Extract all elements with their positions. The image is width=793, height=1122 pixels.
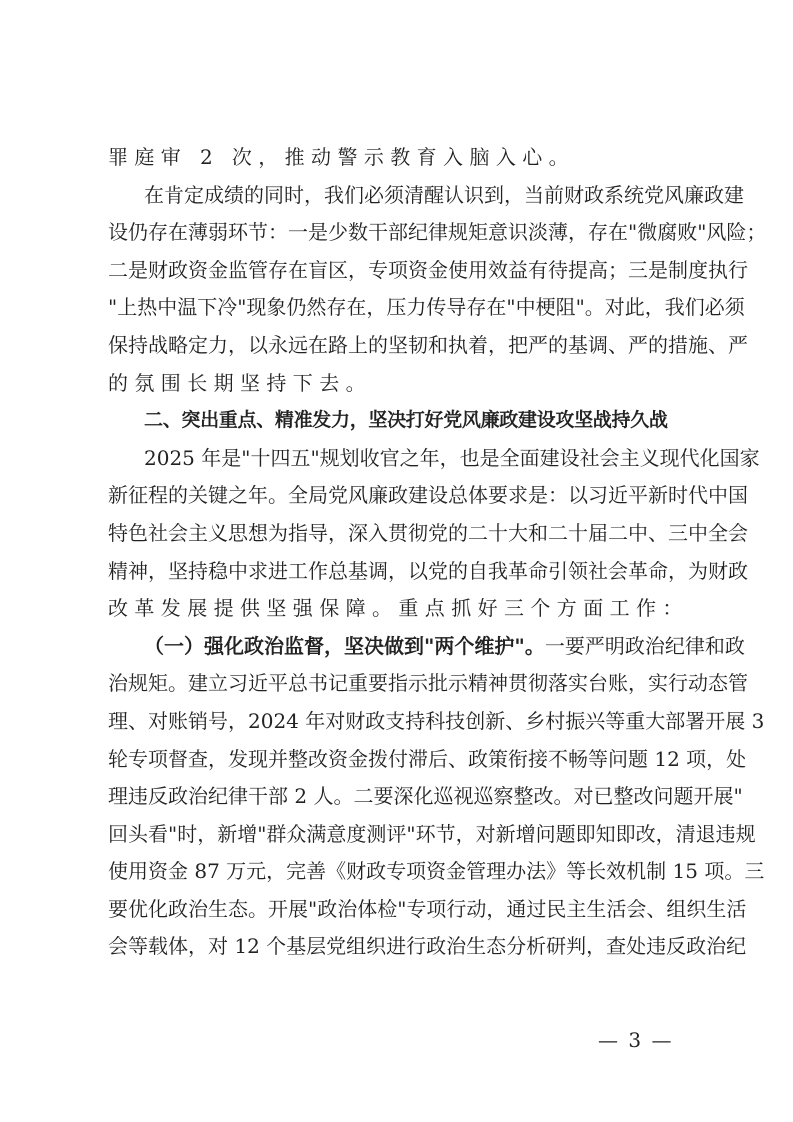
text-line: 要优化政治生态。开展"政治体检"专项行动，通过民主生活会、组织生活 xyxy=(108,896,747,921)
text-line: 设仍存在薄弱环节：一是少数干部纪律规矩意识淡薄，存在"微腐败"风险； xyxy=(108,220,767,245)
text-line: 新征程的关键之年。全局党风廉政建设总体要求是：以习近平新时代中国 xyxy=(108,483,748,508)
paragraph-3 xyxy=(108,440,760,628)
document-page xyxy=(108,139,767,966)
text-line xyxy=(108,628,745,666)
text-line: 2025 年是"十四五"规划收官之年，也是全面建设社会主义现代化国家 xyxy=(144,445,760,470)
text-line: 特色社会主义思想为指导，深入贯彻党的二十大和二十届二中、三中全会 xyxy=(108,520,748,545)
text-line: 保持战略定力，以永远在路上的坚韧和执着，把严的基调、严的措施、严 xyxy=(108,332,748,357)
text-span: 一要严明政治纪律和政 xyxy=(544,633,745,658)
text-line: 精神，坚持稳中求进工作总基调，以党的自我革命引领社会革命，为财政 xyxy=(108,558,748,583)
section-heading: 二、突出重点、精准发力，坚决打好党风廉政建设攻坚战持久战 xyxy=(144,409,668,432)
text-line: 治规矩。建立习近平总书记重要指示批示精神贯彻落实台账，实行动态管 xyxy=(108,671,748,696)
text-line: 理、对账销号，2024 年对财政支持科技创新、乡村振兴等重大部署开展 3 xyxy=(108,708,765,733)
subsection-heading: （一）强化政治监督，坚决做到"两个维护"。 xyxy=(144,633,545,658)
text-line: 回头看"时，新增"群众满意度测评"环节，对新增问题即知即改，清退违规 xyxy=(108,821,756,846)
text-line: 改革发展提供坚强保障。重点抓好三个方面工作： xyxy=(108,596,689,621)
text-line: 使用资金 87 万元，完善《财政专项资金管理办法》等长效机制 15 项。三 xyxy=(108,859,765,884)
text-line: 轮专项督查，发现并整改资金拨付滞后、政策衔接不畅等问题 12 项，处 xyxy=(108,746,747,771)
text-line: 理违反政治纪律干部 2 人。二要深化巡视巡察整改。对已整改问题开展" xyxy=(108,784,743,809)
text-line: 罪庭审 2 次，推动警示教育入脑入心。 xyxy=(108,145,576,169)
text-line: 会等载体，对 12 个基层党组织进行政治生态分析研判，查处违反政治纪 xyxy=(108,934,747,959)
paragraph-2 xyxy=(108,177,767,403)
page-number: — 3 — xyxy=(598,1028,674,1052)
text-line: "上热中温下冷"现象仍然存在，压力传导存在"中梗阻"。对此，我们必须 xyxy=(108,295,745,320)
text-line: 的氛围长期坚持下去。 xyxy=(108,370,372,395)
text-line: 在肯定成绩的同时，我们必须清醒认识到，当前财政系统党风廉政建 xyxy=(144,182,744,207)
paragraph-1 xyxy=(108,139,691,177)
text-line: 二是财政资金监管存在盲区，专项资金使用效益有待提高；三是制度执行 xyxy=(108,257,748,282)
paragraph-4 xyxy=(108,628,765,966)
